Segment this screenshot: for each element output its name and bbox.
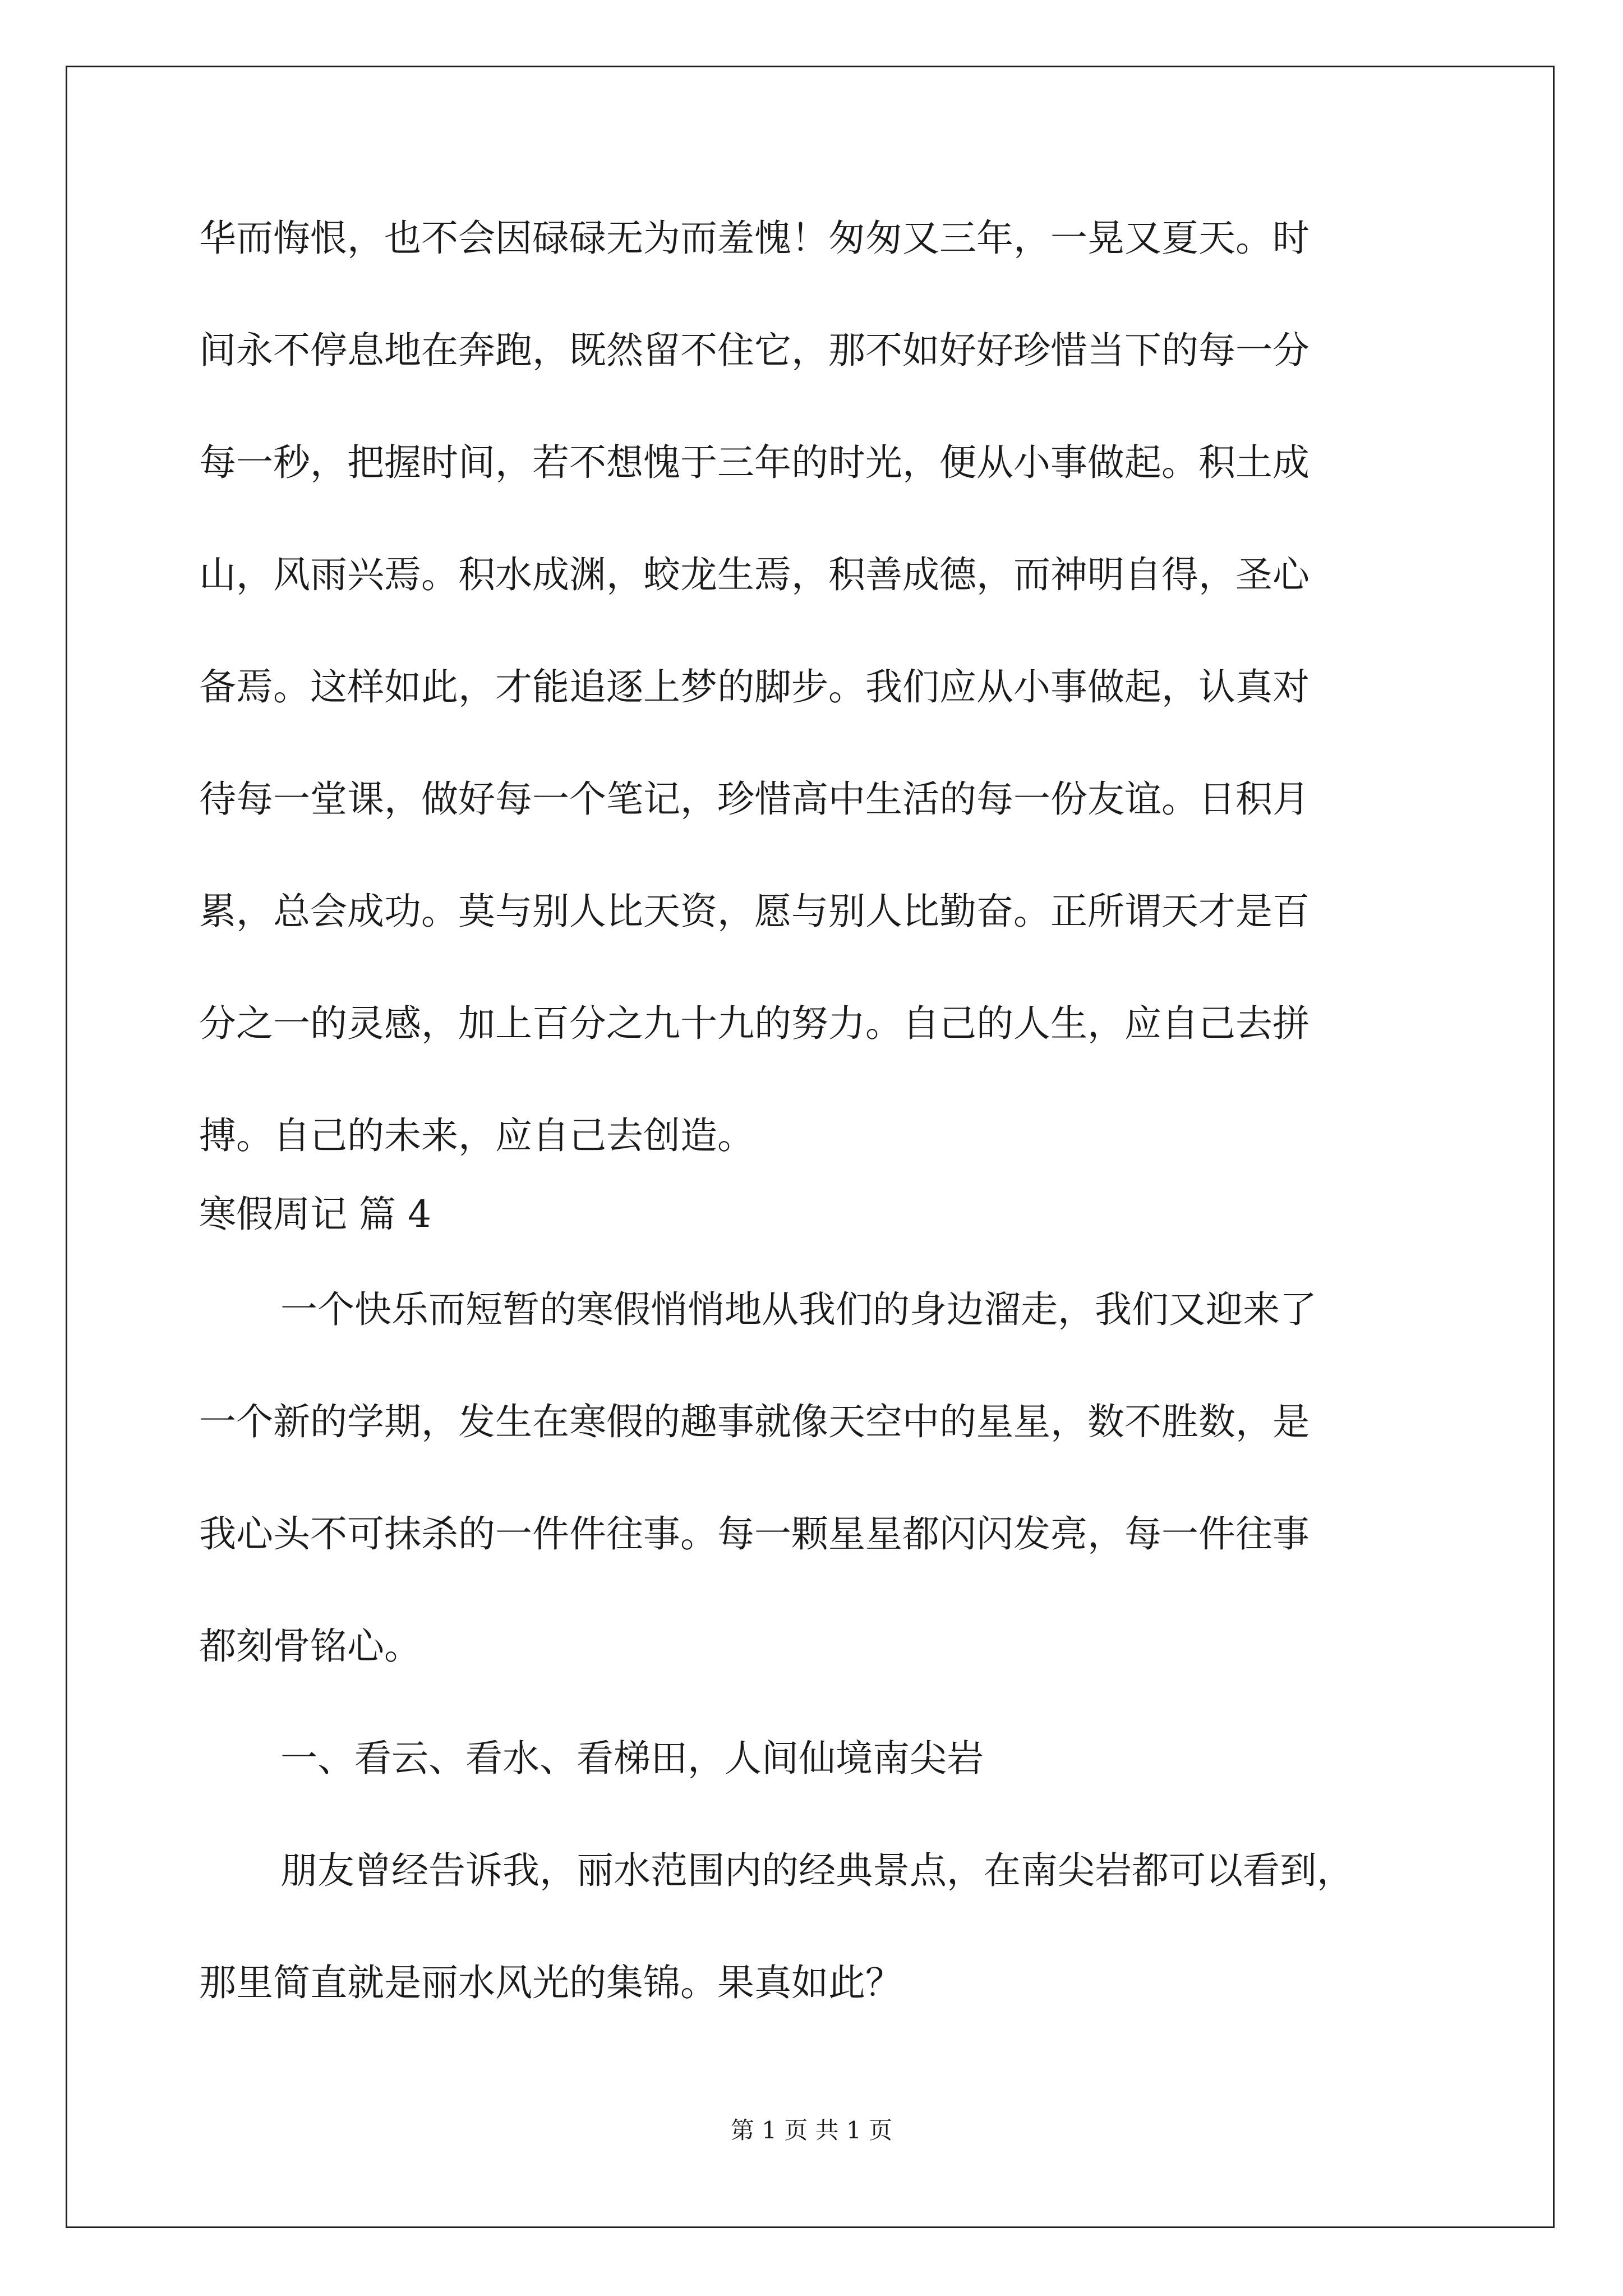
paragraph-line: 待每一堂课，做好每一个笔记，珍惜高中生活的每一份友谊。日积月 <box>199 777 1310 821</box>
section-heading: 寒假周记 篇 4 <box>199 1193 431 1236</box>
paragraph-line: 分之一的灵感，加上百分之九十九的努力。自己的人生，应自己去拼 <box>199 1002 1310 1045</box>
paragraph-line: 备焉。这样如此，才能追逐上梦的脚步。我们应从小事做起，认真对 <box>199 665 1310 708</box>
paragraph-line: 一个新的学期，发生在寒假的趣事就像天空中的星星，数不胜数，是 <box>199 1400 1310 1443</box>
paragraph-line: 我心头不可抹杀的一件件往事。每一颗星星都闪闪发亮，每一件往事 <box>199 1512 1310 1556</box>
paragraph-line: 山，风雨兴焉。积水成渊，蛟龙生焉，积善成德，而神明自得，圣心 <box>199 553 1310 596</box>
paragraph-line: 每一秒，把握时间，若不想愧于三年的时光，便从小事做起。积土成 <box>199 441 1310 484</box>
paragraph-line: 搏。自己的未来，应自己去创造。 <box>199 1114 754 1157</box>
paragraph-line: 间永不停息地在奔跑，既然留不住它，那不如好好珍惜当下的每一分 <box>199 329 1310 372</box>
paragraph-line: 华而悔恨，也不会因碌碌无为而羞愧！匆匆又三年，一晃又夏天。时 <box>199 217 1310 260</box>
paragraph-line: 累，总会成功。莫与别人比天资，愿与别人比勤奋。正所谓天才是百 <box>199 890 1310 933</box>
paragraph-line: 那里简直就是丽水风光的集锦。果真如此？ <box>199 1961 902 2004</box>
paragraph-line: 都刻骨铭心。 <box>199 1625 421 1668</box>
paragraph-line: 朋友曾经告诉我，丽水范围内的经典景点，在南尖岩都可以看到， <box>280 1849 1354 1892</box>
paragraph-line: 一个快乐而短暂的寒假悄悄地从我们的身边溜走，我们又迎来了 <box>280 1288 1317 1331</box>
subheading-line: 一、看云、看水、看梯田，人间仙境南尖岩 <box>280 1737 984 1780</box>
page-footer: 第 1 页 共 1 页 <box>730 2116 893 2144</box>
